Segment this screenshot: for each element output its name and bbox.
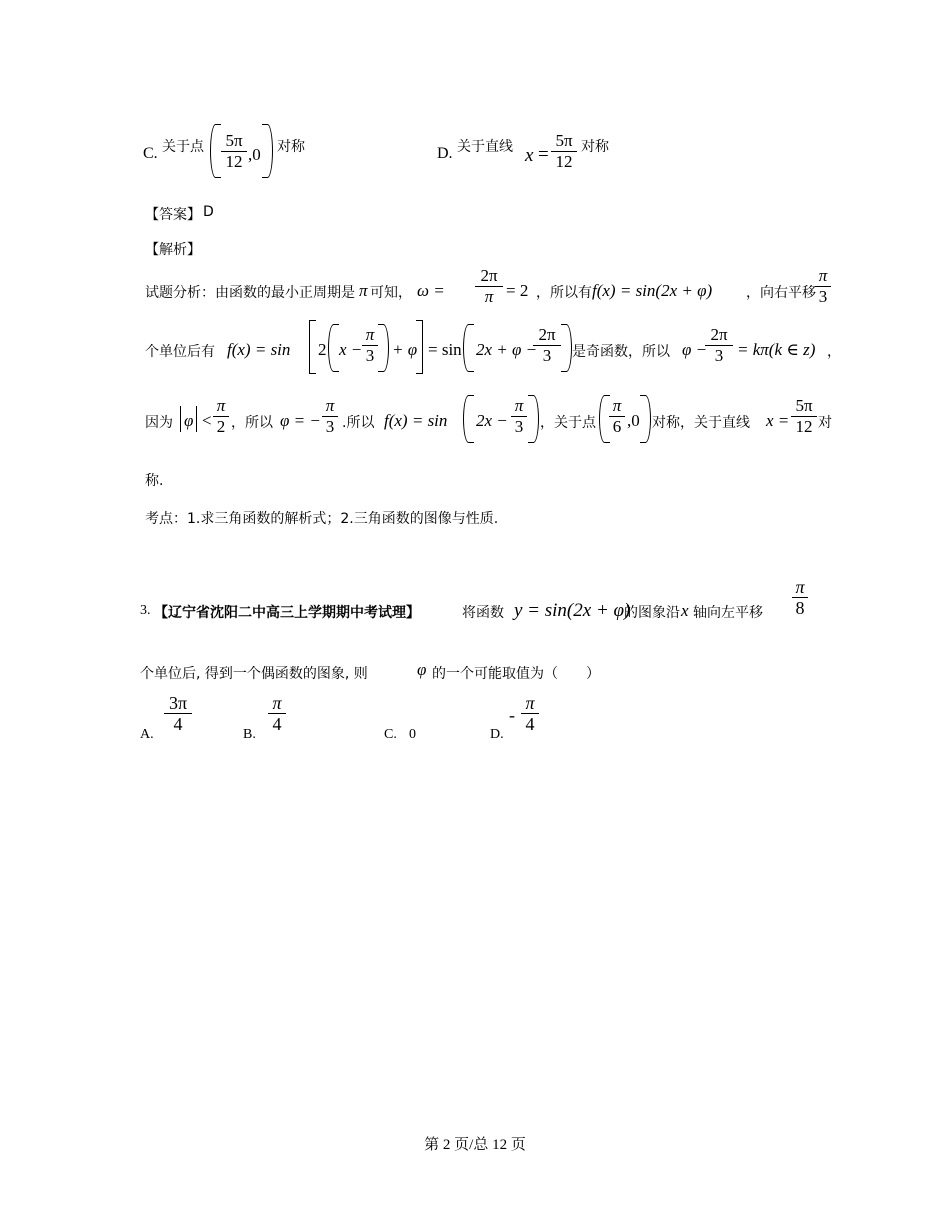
analysis-line3-text: 因为 xyxy=(145,415,173,431)
line2-fraction-c: 2π 3 xyxy=(705,326,733,365)
analysis-line1-text2: 可知， xyxy=(370,285,412,301)
phi: φ xyxy=(184,411,194,430)
option-d-var: x xyxy=(525,145,534,166)
right-paren xyxy=(561,324,572,372)
option-a-letter: A. xyxy=(140,727,154,742)
analysis-line2-text2: 是奇函数，所以 xyxy=(572,344,670,360)
option-b-letter: B. xyxy=(243,727,256,742)
abs-bar-left xyxy=(180,406,181,432)
option-a-fraction: 3π 4 xyxy=(164,694,192,733)
question-function: y = sin(2x + φ) xyxy=(514,600,631,621)
question-text: 将函数 xyxy=(462,605,504,621)
line3-fraction-d: π 6 xyxy=(609,397,625,436)
option-c-text: 关于点 xyxy=(162,139,204,155)
x-axis-var: x xyxy=(681,601,689,620)
kaodian: 考点：1.求三角函数的解析式；2.三角函数的图像与性质. xyxy=(145,511,499,527)
function-sin-2: f(x) = sin xyxy=(384,411,448,430)
plus-phi: + φ xyxy=(392,340,418,359)
left-paren xyxy=(328,324,339,372)
option-d-letter: D. xyxy=(490,727,504,742)
question-number: 3. xyxy=(140,603,151,618)
x-eq: x = xyxy=(766,411,790,430)
option-b-fraction: π 4 xyxy=(268,694,286,733)
answer-value: D xyxy=(203,204,214,220)
k-pi: = kπ(k ∈ z) xyxy=(737,340,816,359)
option-c-point-y: ,0 xyxy=(248,145,261,164)
analysis-line3-text5: 对称，关于直线 xyxy=(652,415,750,431)
option-c-letter: C. xyxy=(143,145,158,162)
analysis-line1-text4: ，向右平移 xyxy=(746,285,816,301)
omega-eq: ω = xyxy=(417,281,445,300)
line3-fraction-b: π 3 xyxy=(322,397,338,436)
page-footer: 第 2 页/总 12 页 xyxy=(424,1137,526,1153)
question-text3: 轴向左平移 xyxy=(693,605,763,621)
answer-label: 【答案】 xyxy=(145,207,201,223)
question-line2-text2: 的一个可能取值为（ ） xyxy=(432,666,600,682)
less-than: < xyxy=(202,411,212,430)
analysis-line2-text: 个单位后有 xyxy=(145,344,215,360)
omega-value: = 2 xyxy=(506,281,529,300)
point-y: ,0 xyxy=(627,411,640,430)
phi-symbol: φ xyxy=(417,660,427,679)
line3-fraction-e: 5π 12 xyxy=(791,397,817,436)
option-d-fraction: π 4 xyxy=(521,694,539,733)
analysis-line1-text3: ，所以有 xyxy=(536,285,592,301)
analysis-line3-text4: ，关于点 xyxy=(540,415,596,431)
line3-fraction-c: π 3 xyxy=(511,397,527,436)
right-paren xyxy=(262,124,273,178)
option-d-neg: - xyxy=(509,705,515,725)
analysis-line1-text: 试题分析：由函数的最小正周期是 xyxy=(145,285,355,301)
option-d-eq: = xyxy=(538,144,549,165)
left-paren xyxy=(463,324,474,372)
function-sin: f(x) = sin xyxy=(227,340,291,359)
question-shift-fraction: π 8 xyxy=(792,578,808,617)
right-paren xyxy=(640,395,651,443)
left-paren xyxy=(463,395,474,443)
function-expression: f(x) = sin(2x + φ) xyxy=(592,281,713,300)
inner-expression: 2x + φ − xyxy=(476,340,538,359)
analysis-line3-text2: ，所以 xyxy=(231,415,273,431)
right-paren xyxy=(378,324,389,372)
right-paren xyxy=(528,395,539,443)
option-d-suffix: 对称 xyxy=(581,139,609,155)
option-c-suffix: 对称 xyxy=(277,139,305,155)
line2-fraction-b: 2π 3 xyxy=(533,326,561,365)
left-bracket xyxy=(309,320,316,374)
question-line2-text: 个单位后, 得到一个偶函数的图象, 则 xyxy=(140,666,368,682)
analysis-line4-text: 称. xyxy=(145,473,164,489)
question-text2: 的图象沿 xyxy=(624,605,680,621)
line3-fraction-a: π 2 xyxy=(213,397,229,436)
option-c-fraction: 5π 12 xyxy=(221,132,247,171)
analysis-line2-text3: ， xyxy=(827,344,841,360)
left-paren xyxy=(210,124,221,178)
omega-fraction: 2π π xyxy=(475,267,503,306)
x-minus: x − xyxy=(339,340,363,359)
pi-symbol: π xyxy=(359,281,368,300)
option-d-text: 关于直线 xyxy=(457,139,513,155)
option-d-fraction: 5π 12 xyxy=(551,132,577,171)
analysis-line3-text3: .所以 xyxy=(342,415,375,431)
option-d-letter: D. xyxy=(437,145,453,162)
analysis-label: 【解析】 xyxy=(145,242,201,258)
coef-two: 2 xyxy=(318,340,327,359)
abs-bar-right xyxy=(196,406,197,432)
analysis-line3-text6: 对 xyxy=(818,415,832,431)
right-bracket xyxy=(416,320,423,374)
option-c-value: 0 xyxy=(409,727,416,742)
phi-minus: φ − xyxy=(682,340,708,359)
inner-expression-2: 2x − xyxy=(476,411,508,430)
phi-eq: φ = − xyxy=(280,411,321,430)
question-source: 【辽宁省沈阳二中高三上学期期中考试理】 xyxy=(154,605,420,621)
option-c-letter: C. xyxy=(384,727,397,742)
eq-sin: = sin xyxy=(428,340,462,359)
line2-fraction-a: π 3 xyxy=(362,326,378,365)
shift-fraction: π 3 xyxy=(815,267,831,306)
